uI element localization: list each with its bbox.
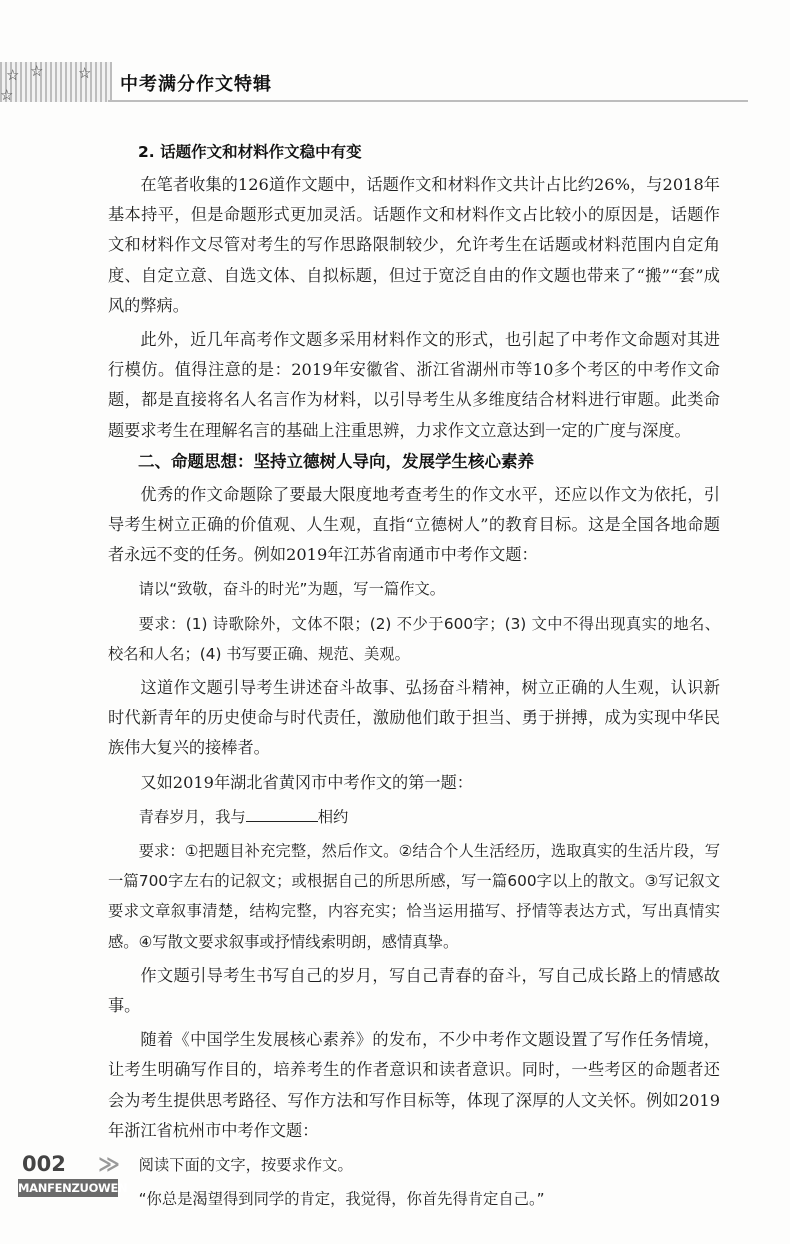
fill-blank bbox=[246, 807, 318, 822]
page-number: 002 bbox=[22, 1152, 66, 1176]
quoted-prompt: 请以“致敬，奋斗的时光”为题，写一篇作文。 bbox=[138, 580, 446, 599]
paragraph: 优秀的作文命题除了要最大限度地考查考生的作文水平，还应以作文为依托，引导考生树立正确的价值观、人生观，直指“立德树人”的教育目标。这是全国各地命题者永远不变的任务。例如2019年江苏省南通市中考作文题： bbox=[108, 484, 720, 565]
prompt-text: 青春岁月，我与 bbox=[138, 807, 246, 826]
header-title: 中考满分作文特辑 bbox=[120, 74, 272, 95]
section-heading: 二、命题思想：坚持立德树人导向，发展学生核心素养 bbox=[138, 451, 534, 471]
paragraph: 此外，近几年高考作文题多采用材料作文的形式，也引起了中考作文命题对其进行模仿。值得注意的是：2019年安徽省、浙江省湖州市等10多个考区的中考作文命题，都是直接将名人名言作为材料，以引导考生从多维度结合材料进行审题。此类命题要求考生在理解名言的基础上注重思辨，力求作文立意达到一定的广度与深度。 bbox=[108, 330, 720, 440]
double-chevron-icon: ≫ bbox=[98, 1152, 120, 1176]
star-icon: ☆ bbox=[30, 62, 44, 80]
star-icon: ☆ bbox=[0, 86, 14, 104]
paragraph: 在笔者收集的126道作文题中，话题作文和材料作文共计占比约26%，与2018年基本持平，但是命题形式更加灵活。话题作文和材料作文占比较小的原因是，话题作文和材料作文尽管对考生的写作思路限制较少，允许考生在话题或材料范围内自定角度、自定立意、自选文体、自拟标题，但过于宽泛自由的作文题也带来了“搬”“套”成风的弊病。 bbox=[108, 175, 720, 315]
paragraph: 又如2019年湖北省黄冈市中考作文的第一题： bbox=[140, 772, 473, 792]
header-rule bbox=[108, 100, 748, 102]
paragraph: 这道作文题引导考生讲述奋斗故事、弘扬奋斗精神，树立正确的人生观，认识新时代新青年的历史使命与时代责任，激励他们敢于担当、勇于拼搏，成为实现中华民族伟大复兴的接棒者。 bbox=[108, 678, 720, 758]
article-body bbox=[108, 140, 720, 1219]
star-icon: ☆ bbox=[6, 66, 20, 84]
quoted-prompt bbox=[108, 802, 720, 832]
quoted-requirements: 要求：(1) 诗歌除外，文体不限；(2) 不少于600字；(3) 文中不得出现真实的地名、校名和人名；(4) 书写要正确、规范、美观。 bbox=[108, 614, 720, 663]
paragraph: 随着《中国学生发展核心素养》的发布，不少中考作文题设置了写作任务情境，让考生明确写作目的，培养考生的作者意识和读者意识。同时，一些考区的命题者还会为考生提供思考路径、写作方法和写作目标等，体现了深厚的人文关怀。例如2019年浙江省杭州市中考作文题： bbox=[108, 1030, 720, 1140]
section-heading: 2. 话题作文和材料作文稳中有变 bbox=[138, 143, 362, 161]
star-icon: ☆ bbox=[78, 64, 92, 82]
prompt-text: 相约 bbox=[317, 807, 349, 826]
paragraph: 作文题引导考生书写自己的岁月，写自己青春的奋斗，写自己成长路上的情感故事。 bbox=[108, 965, 720, 1016]
footer-brand: MANFENZUOWEN bbox=[18, 1181, 128, 1195]
quoted-requirements: 要求：①把题目补充完整，然后作文。②结合个人生活经历，选取真实的生活片段，写一篇700字左右的记叙文；或根据自己的所思所感，写一篇600字以上的散文。③写记叙文要求文章叙事清楚，结构完整，内容充实；恰当运用描写、抒情等表达方式，写出真情实感。④写散文要求叙事或抒情线索明朗，感情真挚。 bbox=[108, 842, 720, 951]
quoted-prompt: 阅读下面的文字，按要求作文。 bbox=[138, 1156, 353, 1175]
quoted-prompt: “你总是渴望得到同学的肯定，我觉得，你首先得肯定自己。” bbox=[138, 1190, 545, 1209]
